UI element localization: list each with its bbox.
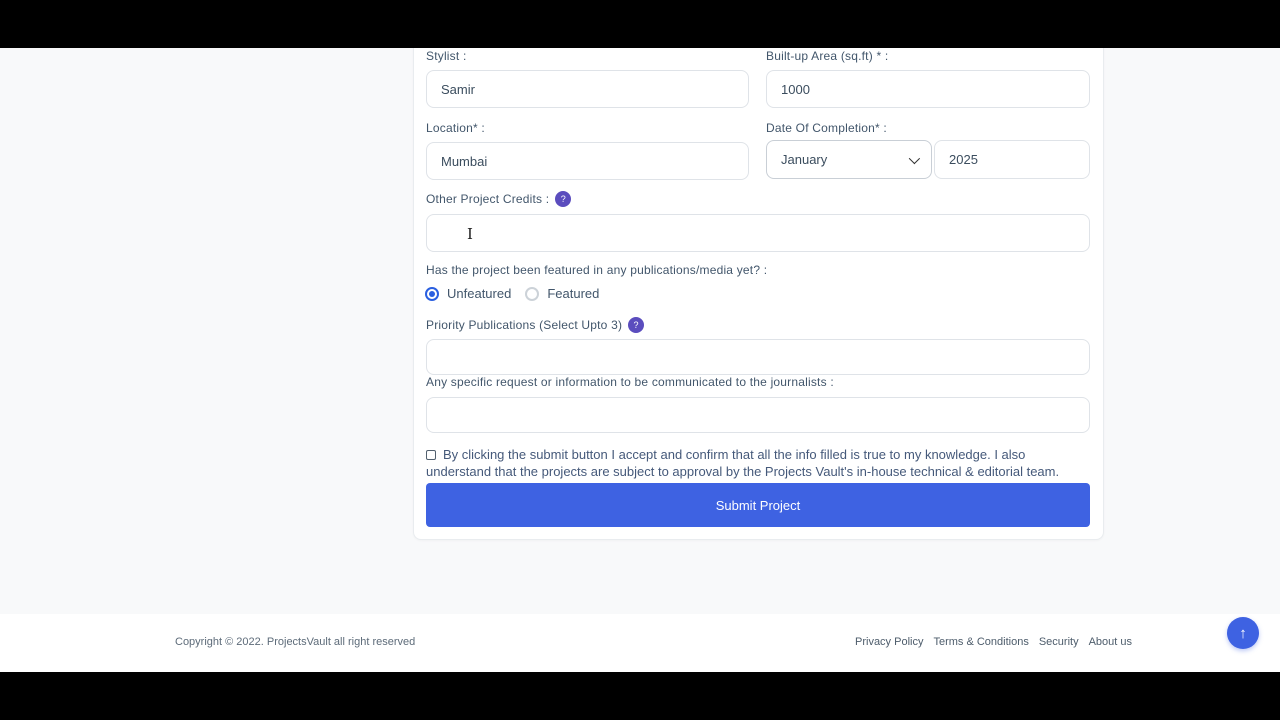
completion-date-label: Date Of Completion* : xyxy=(766,121,887,135)
footer-link-about-us[interactable]: About us xyxy=(1088,636,1133,648)
radio-label-featured: Featured xyxy=(547,286,600,301)
location-input[interactable] xyxy=(426,142,749,180)
journalist-request-label: Any specific request or information to be communicated to the journalists : xyxy=(426,375,834,389)
radio-selected-icon[interactable] xyxy=(425,287,439,301)
featured-question-label: Has the project been featured in any publications/media yet? : xyxy=(426,263,768,277)
publications-input[interactable] xyxy=(426,339,1090,375)
consent-text: By clicking the submit button I accept and confirm that all the info filled is true to my knowledge. I also understand that the projects are subject to approval by the Projects Vault's in-house technical & editorial team. xyxy=(426,447,1060,479)
footer-link-privacy-policy[interactable]: Privacy Policy xyxy=(855,636,924,648)
footer-link-security[interactable]: Security xyxy=(1038,636,1079,648)
builtup-area-input[interactable] xyxy=(766,70,1090,108)
submit-project-button[interactable] xyxy=(426,483,1090,527)
footer-link-terms-conditions[interactable]: Terms & Conditions xyxy=(933,636,1029,648)
publications-label-text: Priority Publications (Select Upto 3) xyxy=(426,318,623,332)
builtup-area-value: 1000 xyxy=(781,81,810,97)
consent-block xyxy=(426,446,1074,480)
top-letterbox-bar xyxy=(0,0,1280,48)
radio-option-featured[interactable] xyxy=(525,286,599,301)
featured-radio-group xyxy=(425,286,599,301)
publications-help-icon[interactable]: ? xyxy=(628,317,644,333)
completion-year-input[interactable] xyxy=(934,140,1090,179)
location-label: Location* : xyxy=(426,121,485,135)
scroll-to-top-button[interactable] xyxy=(1227,617,1259,649)
builtup-area-label: Built-up Area (sq.ft) * : xyxy=(766,49,889,63)
footer-links xyxy=(855,636,1133,648)
arrow-up-icon: ↑ xyxy=(1239,624,1247,642)
journalist-request-input[interactable] xyxy=(426,397,1090,433)
radio-option-unfeatured[interactable] xyxy=(425,286,511,301)
credits-label-text: Other Project Credits : xyxy=(426,192,550,206)
bottom-letterbox-bar xyxy=(0,672,1280,720)
consent-checkbox[interactable] xyxy=(426,450,436,460)
stylist-label: Stylist : xyxy=(426,49,467,63)
credits-input[interactable] xyxy=(426,214,1090,252)
submit-project-label: Submit Project xyxy=(715,497,801,513)
copyright-text: Copyright © 2022. ProjectsVault all right reserved xyxy=(175,636,416,648)
completion-month-select[interactable] xyxy=(766,140,932,179)
credits-label xyxy=(426,191,571,207)
publications-label xyxy=(426,317,644,333)
stylist-value: Samir xyxy=(441,81,475,97)
radio-label-unfeatured: Unfeatured xyxy=(447,286,512,301)
stylist-input[interactable] xyxy=(426,70,749,108)
credits-help-icon[interactable]: ? xyxy=(555,191,571,207)
text-cursor-icon: I xyxy=(467,225,473,243)
location-value: Mumbai xyxy=(441,153,488,169)
completion-month-value: January xyxy=(781,152,828,167)
completion-year-value: 2025 xyxy=(949,152,978,167)
radio-unselected-icon[interactable] xyxy=(525,287,539,301)
chevron-down-icon xyxy=(909,152,920,163)
